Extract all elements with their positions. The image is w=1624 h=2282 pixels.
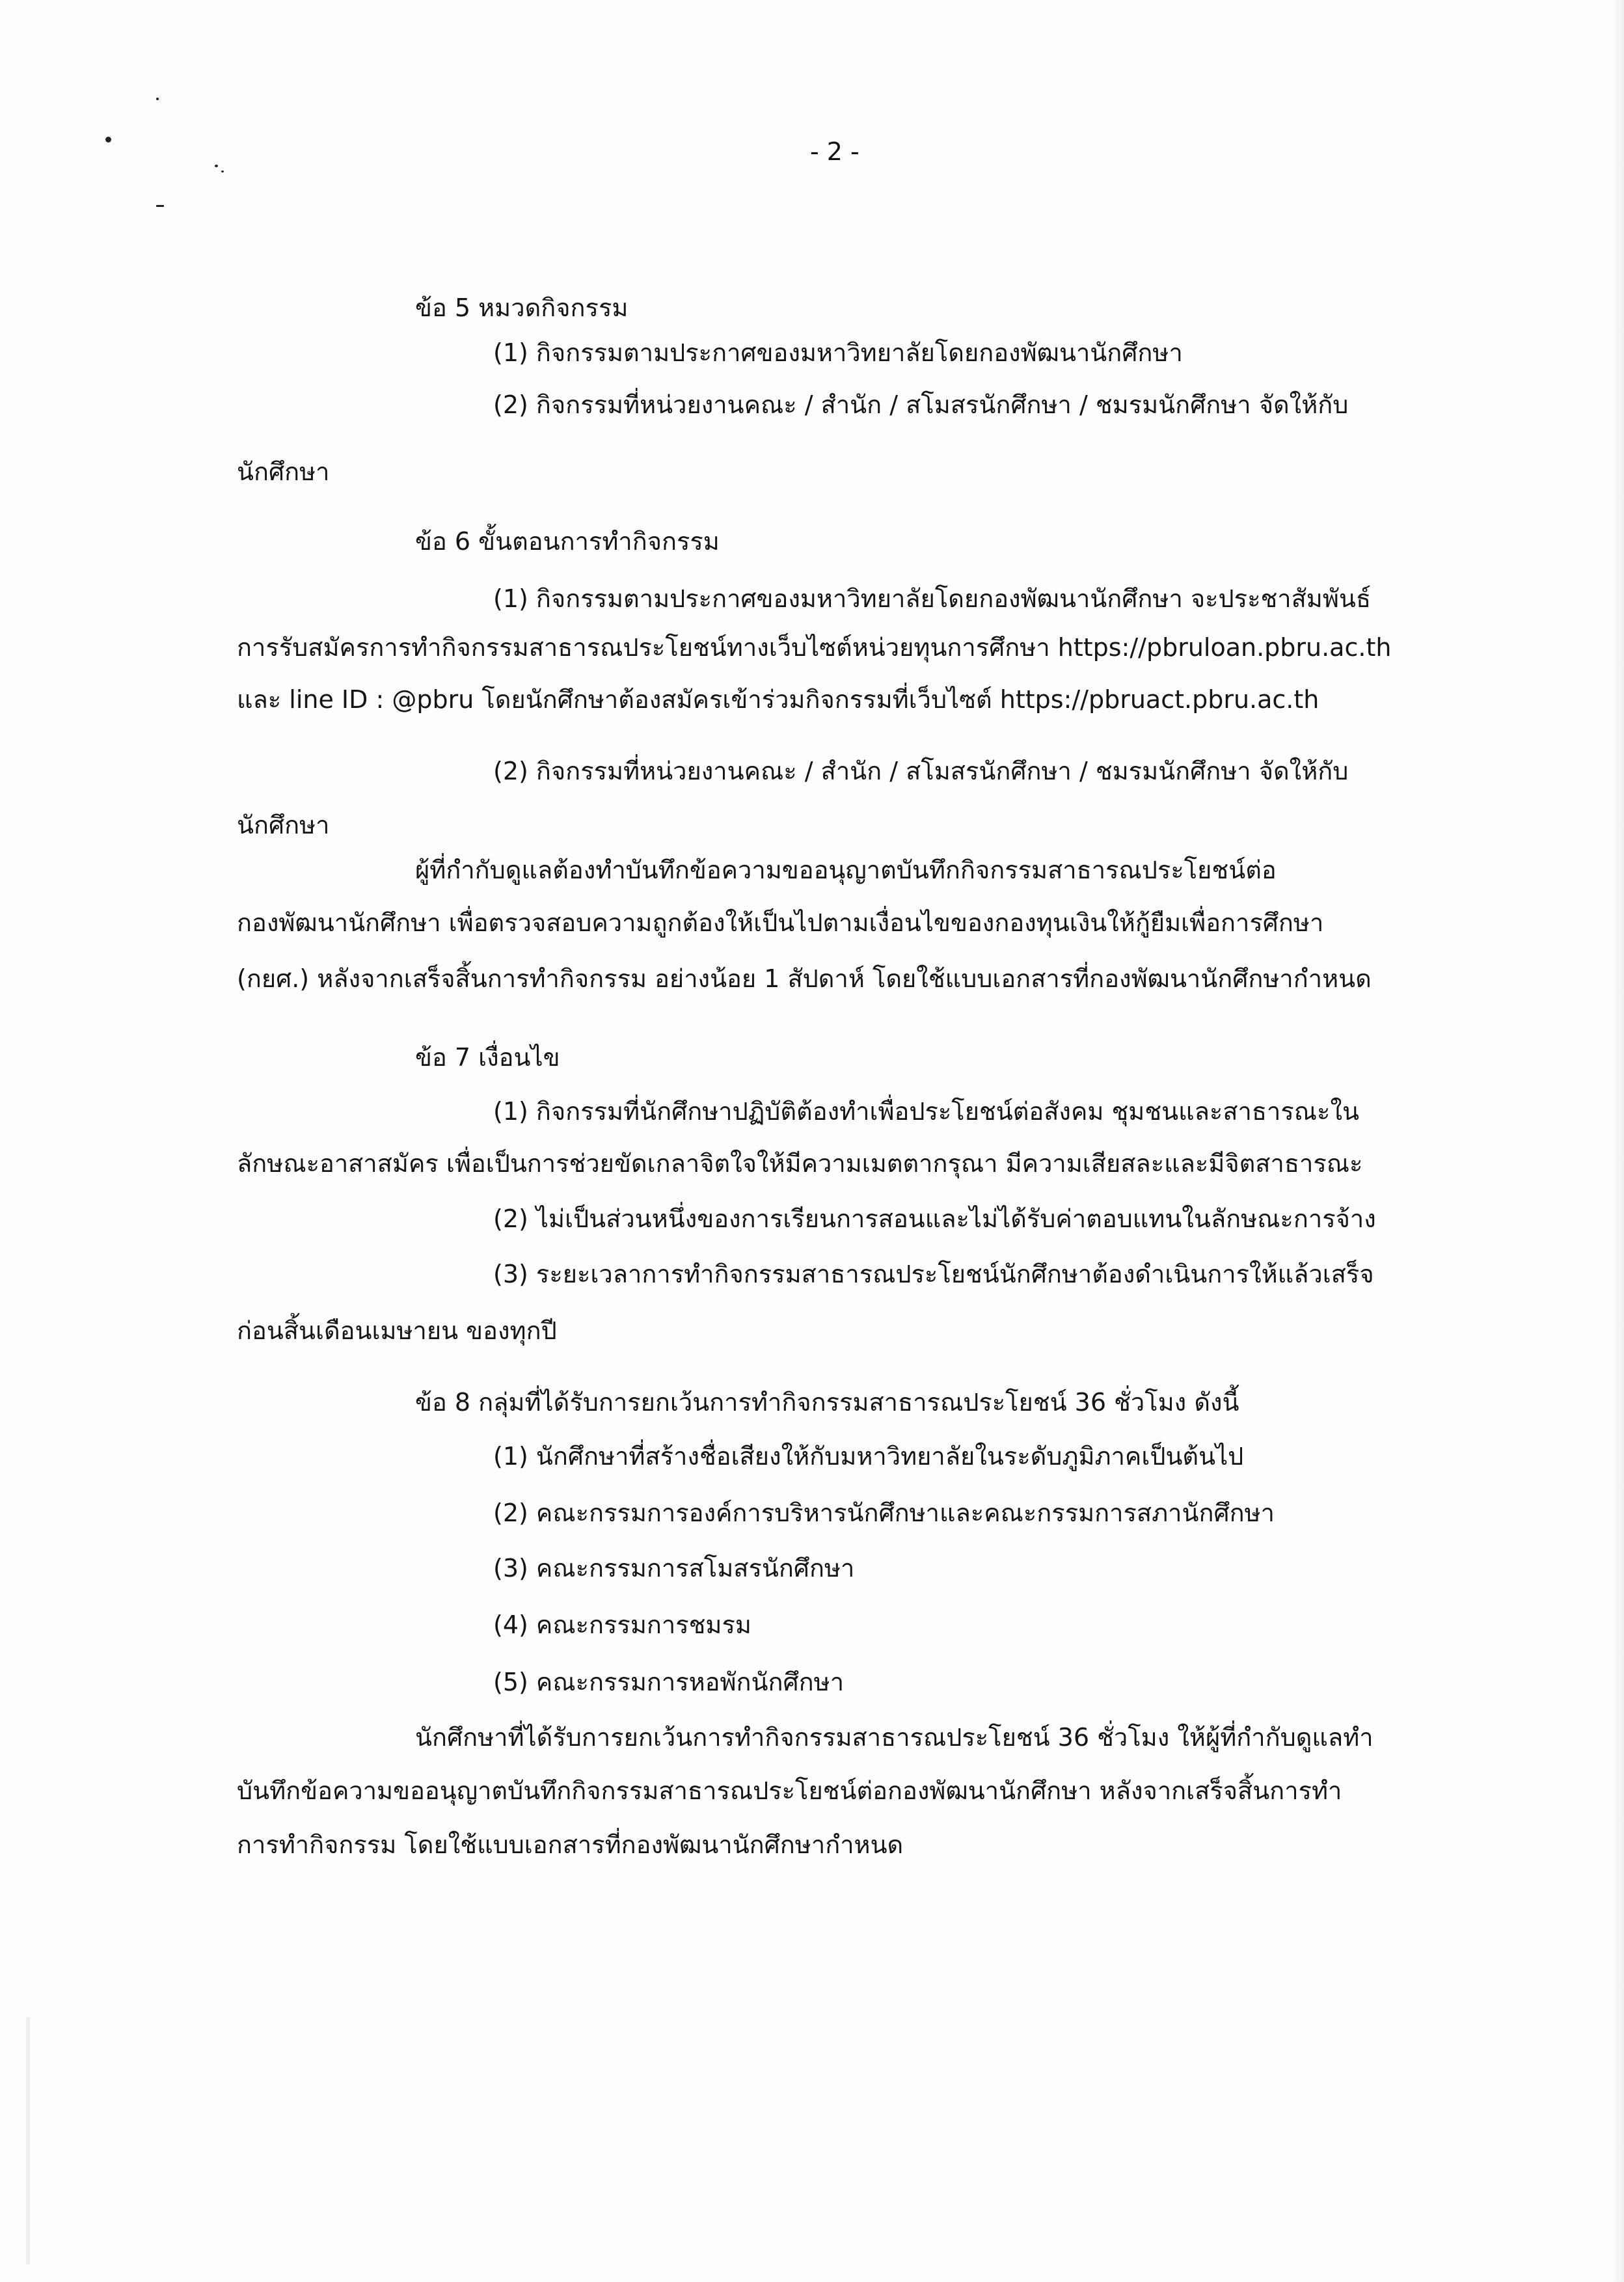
section-7-item-3-line-1: (3) ระยะเวลาการทำกิจกรรมสาธารณประโยชน์นักศึกษาต้องดำเนินการให้แล้วเสร็จ (493, 1260, 1374, 1288)
section-6-item-2-line-1: (2) กิจกรรมที่หน่วยงานคณะ / สำนัก / สโมสรนักศึกษา / ชมรมนักศึกษา จัดให้กับ (493, 757, 1349, 785)
section-6-item-1-line-3: และ line ID : @pbru โดยนักศึกษาต้องสมัครเข้าร่วมกิจกรรมที่เว็บไซต์ https://pbruact.pbru.ac.th (237, 685, 1320, 714)
section-8-item: (1) นักศึกษาที่สร้างชื่อเสียงให้กับมหาวิทยาลัยในระดับภูมิภาคเป็นต้นไป (493, 1442, 1244, 1471)
section-6-paragraph-line-1: ผู้ที่กำกับดูแลต้องทำบันทึกข้อความขออนุญาตบันทึกกิจกรรมสาธารณประโยชน์ต่อ (415, 856, 1277, 884)
section-7-heading: ข้อ 7 เงื่อนไข (415, 1043, 560, 1072)
section-8-item: (3) คณะกรรมการสโมสรนักศึกษา (493, 1554, 855, 1582)
section-6-paragraph-line-3: (กยศ.) หลังจากเสร็จสิ้นการทำกิจกรรม อย่างน้อย 1 สัปดาห์ โดยใช้แบบเอกสารที่กองพัฒนานักศึกษากำหนด (237, 964, 1372, 993)
section-6-paragraph-line-2: กองพัฒนานักศึกษา เพื่อตรวจสอบความถูกต้องให้เป็นไปตามเงื่อนไขของกองทุนเงินให้กู้ยืมเพื่อการศึกษา (237, 908, 1324, 937)
section-7-item-3-line-2: ก่อนสิ้นเดือนเมษายน ของทุกปี (237, 1316, 557, 1345)
section-8-heading: ข้อ 8 กลุ่มที่ได้รับการยกเว้นการทำกิจกรรมสาธารณประโยชน์ 36 ชั่วโมง ดังนี้ (415, 1388, 1239, 1417)
section-6-item-1-line-2: การรับสมัครการทำกิจกรรมสาธารณประโยชน์ทางเว็บไซต์หน่วยทุนการศึกษา https://pbruloan.pbru.ac.th (237, 633, 1392, 662)
scan-speck (215, 165, 218, 167)
section-8-paragraph-line-2: บันทึกข้อความขออนุญาตบันทึกกิจกรรมสาธารณประโยชน์ต่อกองพัฒนานักศึกษา หลังจากเสร็จสิ้นการทำ (237, 1776, 1342, 1805)
section-6-item-1-line-1: (1) กิจกรรมตามประกาศของมหาวิทยาลัยโดยกองพัฒนานักศึกษา จะประชาสัมพันธ์ (493, 584, 1372, 613)
section-7-item-1-line-2: ลักษณะอาสาสมัคร เพื่อเป็นการช่วยขัดเกลาจิตใจให้มีความเมตตากรุณา มีความเสียสละและมีจิตสาธารณะ (237, 1149, 1363, 1178)
section-8-item: (2) คณะกรรมการองค์การบริหารนักศึกษาและคณะกรรมการสภานักศึกษา (493, 1499, 1275, 1527)
section-5-item-2-line-2: นักศึกษา (237, 457, 330, 486)
section-5-heading: ข้อ 5 หมวดกิจกรรม (415, 293, 629, 322)
section-7-item-2: (2) ไม่เป็นส่วนหนึ่งของการเรียนการสอนและไม่ได้รับค่าตอบแทนในลักษณะการจ้าง (493, 1204, 1376, 1233)
scan-speck (105, 137, 111, 143)
scan-edge-left (26, 2017, 30, 2264)
section-8-item: (5) คณะกรรมการหอพักนักศึกษา (493, 1668, 845, 1696)
scan-speck (221, 170, 224, 172)
section-8-paragraph-line-1: นักศึกษาที่ได้รับการยกเว้นการทำกิจกรรมสาธารณประโยชน์ 36 ชั่วโมง ให้ผู้ที่กำกับดูแลทำ (415, 1723, 1374, 1752)
section-7-item-1-line-1: (1) กิจกรรมที่นักศึกษาปฏิบัติต้องทำเพื่อประโยชน์ต่อสังคม ชุมชนและสาธารณะใน (493, 1097, 1359, 1126)
section-8-item: (4) คณะกรรมการชมรม (493, 1610, 751, 1639)
section-6-heading: ข้อ 6 ขั้นตอนการทำกิจกรรม (415, 527, 720, 556)
scan-speck (156, 205, 164, 207)
scan-edge-right (1612, 0, 1624, 2282)
section-5-item-1: (1) กิจกรรมตามประกาศของมหาวิทยาลัยโดยกองพัฒนานักศึกษา (493, 338, 1183, 367)
page-number: - 2 - (810, 137, 859, 166)
scan-speck (156, 98, 159, 100)
section-8-paragraph-line-3: การทำกิจกรรม โดยใช้แบบเอกสารที่กองพัฒนานักศึกษากำหนด (237, 1830, 904, 1859)
section-5-item-2-line-1: (2) กิจกรรมที่หน่วยงานคณะ / สำนัก / สโมสรนักศึกษา / ชมรมนักศึกษา จัดให้กับ (493, 390, 1349, 419)
section-6-item-2-line-2: นักศึกษา (237, 811, 330, 839)
